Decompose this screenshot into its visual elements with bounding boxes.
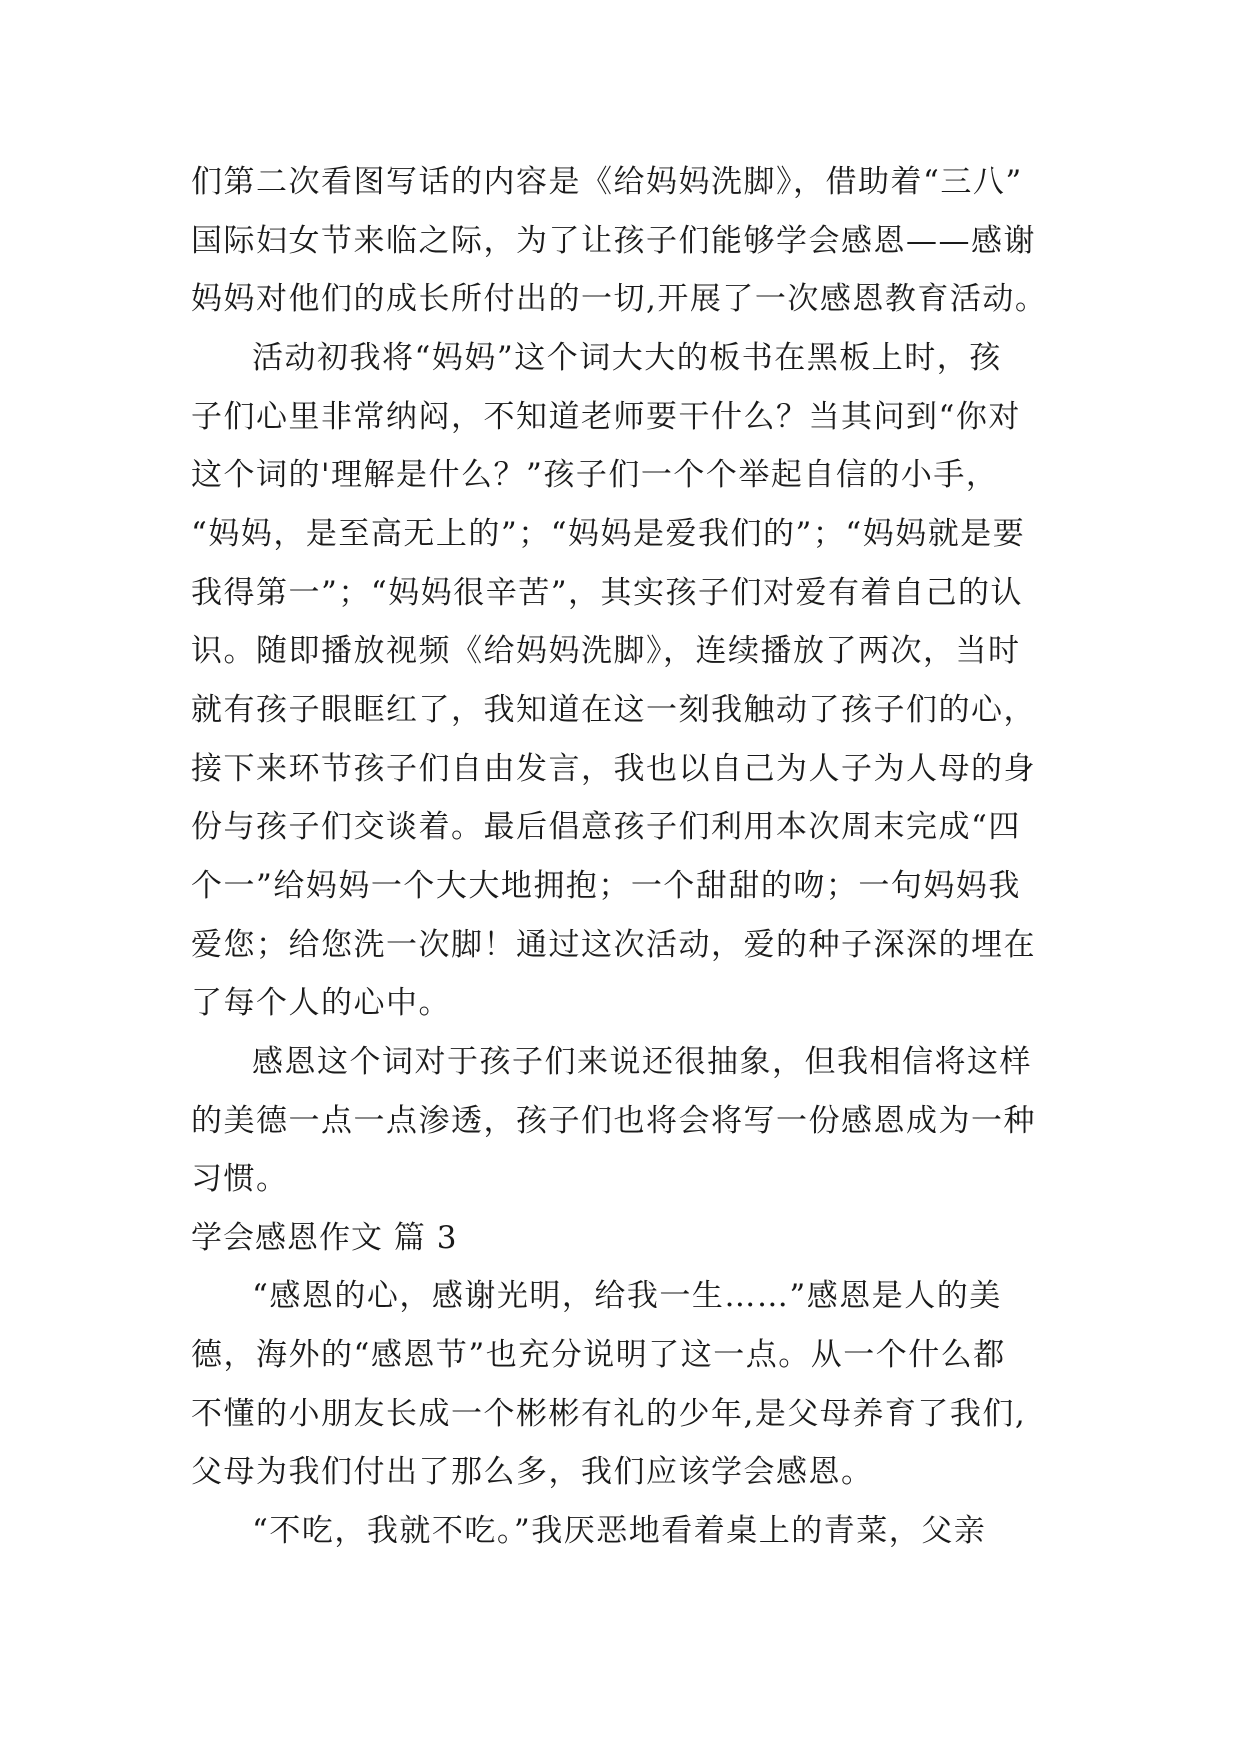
text-line: 就有孩子眼眶红了，我知道在这一刻我触动了孩子们的心， [191,692,1036,728]
text-line: 识。随即播放视频《给妈妈洗脚》，连续播放了两次，当时 [191,633,1021,669]
text-line: 国际妇女节来临之际，为了让孩子们能够学会感恩——感谢 [191,223,1036,259]
text-line: “妈妈，是至高无上的”；“妈妈是爱我们的”；“妈妈就是要 [191,516,1026,552]
text-line: 父母为我们付出了那么多，我们应该学会感恩。 [191,1454,874,1490]
text-line: 习惯。 [191,1161,289,1197]
text-line: 不懂的小朋友长成一个彬彬有礼的少年,是父母养育了我们, [191,1396,1027,1432]
text-line: 我得第一”；“妈妈很辛苦”，其实孩子们对爱有着自己的认 [191,575,1024,611]
text-line: 们第二次看图写话的内容是《给妈妈洗脚》，借助着“三八” [191,164,1023,200]
text-line: 接下来环节孩子们自由发言，我也以自己为人子为人母的身 [191,751,1036,787]
text-line: 德，海外的“感恩节”也充分说明了这一点。从一个什么都 [191,1337,1006,1373]
text-line: 活动初我将“妈妈”这个词大大的板书在黑板上时，孩 [252,340,1002,376]
text-line: 子们心里非常纳闷，不知道老师要干什么？当其问到“你对 [191,399,1021,435]
text-line: “不吃，我就不吃。”我厌恶地看着桌上的青菜，父亲 [252,1513,987,1549]
text-line: 的美德一点一点渗透，孩子们也将会将写一份感恩成为一种 [191,1103,1036,1139]
text-line: 感恩这个词对于孩子们来说还很抽象，但我相信将这样 [252,1044,1032,1080]
text-line: 爱您；给您洗一次脚！通过这次活动，爱的种子深深的埋在 [191,927,1036,963]
text-line: 个一”给妈妈一个大大地拥抱；一个甜甜的吻；一句妈妈我 [191,868,1021,904]
text-line: 了每个人的心中。 [191,985,451,1021]
section-heading: 学会感恩作文 篇 3 [191,1220,458,1256]
text-line: 妈妈对他们的成长所付出的一切,开展了一次感恩教育活动。 [191,281,1048,317]
text-line: “感恩的心，感谢光明，给我一生……”感恩是人的美 [252,1278,1002,1314]
text-line: 份与孩子们交谈着。最后倡意孩子们利用本次周末完成“四 [191,809,1021,845]
text-line: 这个词的'理解是什么？”孩子们一个个举起自信的小手， [191,457,999,493]
